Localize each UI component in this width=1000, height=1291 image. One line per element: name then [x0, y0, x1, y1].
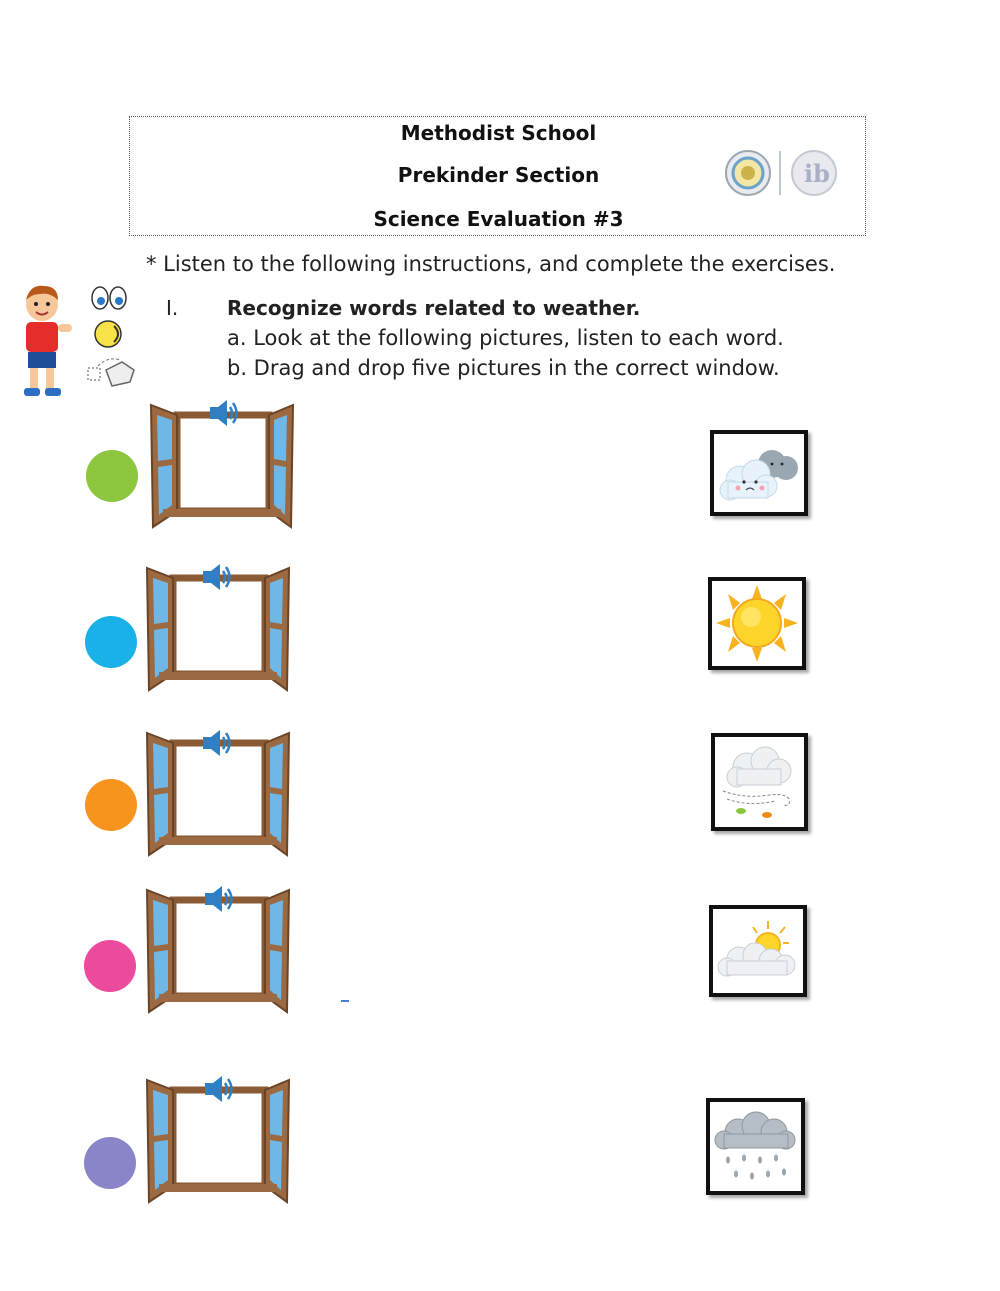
wind-icon: [715, 737, 804, 827]
speaker-icon[interactable]: [200, 726, 234, 760]
ib-logo-icon: [792, 151, 836, 195]
green-dot: [86, 450, 138, 502]
cloud-icon: [714, 434, 804, 512]
windy-card[interactable]: [711, 733, 808, 831]
boy-icon: [24, 286, 72, 396]
svg-text:ib: ib: [804, 159, 830, 188]
cloudy-card[interactable]: [710, 430, 808, 516]
eyes-icon: [92, 287, 126, 309]
section-numeral: I.: [166, 296, 179, 320]
school-seal-icon: [726, 151, 770, 195]
stray-mark: [341, 1000, 349, 1002]
step-b-text: b. Drag and drop five pictures in the correct window.: [227, 356, 780, 380]
mascot-illustration: [18, 282, 138, 404]
ear-icon: [95, 321, 121, 347]
rainy-card[interactable]: [706, 1098, 805, 1195]
instructions-text: * Listen to the following instructions, and complete the exercises.: [146, 252, 836, 276]
speaker-icon[interactable]: [202, 1072, 236, 1106]
speaker-icon[interactable]: [202, 882, 236, 916]
evaluation-title: Science Evaluation #3: [373, 207, 624, 231]
sunny-card[interactable]: [708, 577, 806, 670]
speaker-icon[interactable]: [200, 560, 234, 594]
step-a-text: a. Look at the following pictures, listen to each word.: [227, 326, 784, 350]
orange-dot: [85, 779, 137, 831]
header-box: [129, 116, 866, 236]
school-logos: [724, 147, 842, 199]
school-name: Methodist School: [400, 121, 597, 145]
section-title: Recognize words related to weather.: [227, 296, 641, 320]
section-name: Prekinder Section: [397, 163, 600, 187]
pink-dot: [84, 940, 136, 992]
sun-icon: [712, 581, 802, 666]
drag-drop-icon: [88, 359, 134, 386]
purple-dot: [84, 1137, 136, 1189]
sun-cloud-icon: [713, 909, 803, 993]
partly-sunny-card[interactable]: [709, 905, 807, 997]
rain-cloud-icon: [710, 1102, 801, 1191]
speaker-icon[interactable]: [207, 396, 241, 430]
blue-dot: [85, 616, 137, 668]
